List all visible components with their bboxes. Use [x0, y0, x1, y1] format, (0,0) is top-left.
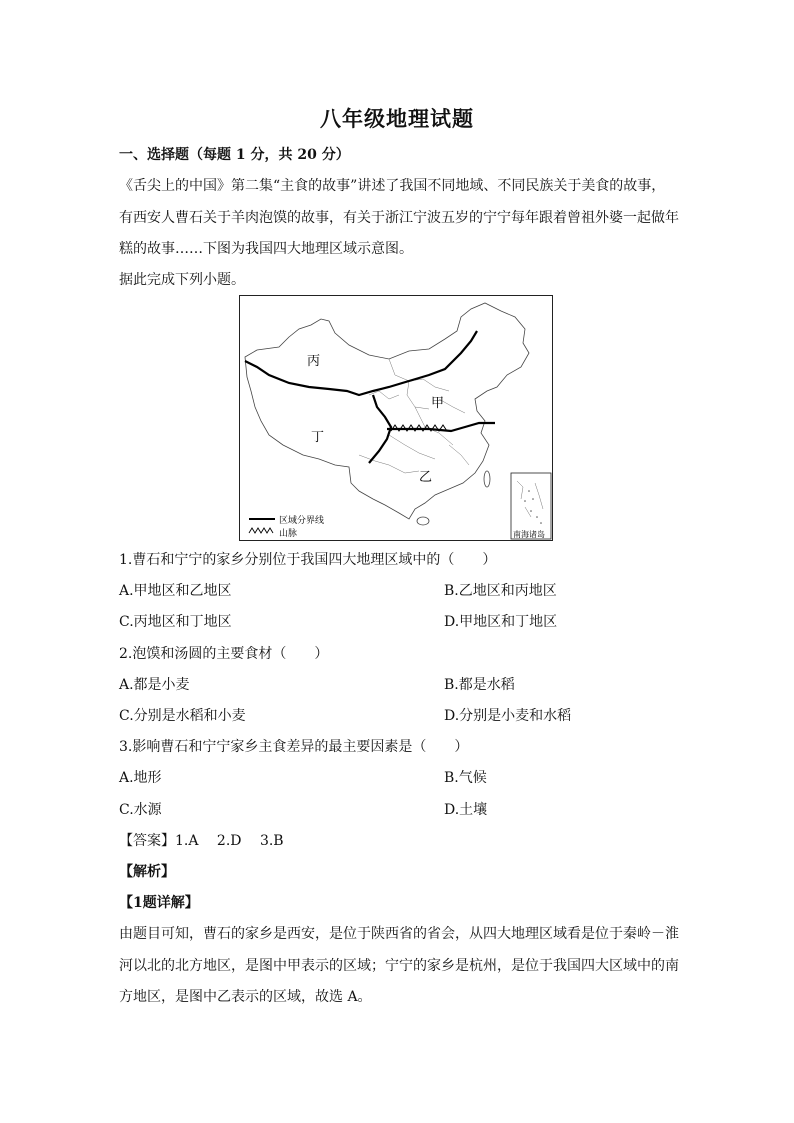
- option-a: A.地形: [119, 770, 162, 786]
- region-label-ding: 丁: [311, 430, 325, 445]
- option-d: D.土壤: [444, 802, 488, 818]
- option-c: C.分别是水稻和小麦: [119, 708, 246, 724]
- question-stem: 1.曹石和宁宁的家乡分别位于我国四大地理区域中的（ ）: [119, 552, 497, 568]
- detail-line: 方地区，是图中乙表示的区域，故选 A。: [119, 989, 372, 1005]
- option-d: D.分别是小麦和水稻: [444, 708, 572, 724]
- intro-instruction: 据此完成下列小题。: [119, 272, 245, 288]
- option-b: B.气候: [444, 770, 487, 786]
- option-a: A.都是小麦: [119, 677, 190, 693]
- region-label-yi: 乙: [419, 470, 433, 485]
- legend-boundary-label: 区域分界线: [279, 516, 325, 526]
- intro-line: 糕的故事……下图为我国四大地理区域示意图。: [119, 241, 413, 257]
- option-c: C.水源: [119, 802, 162, 818]
- answer-line: 【答案】1.A 2.D 3.B: [119, 833, 284, 849]
- region-label-bing: 丙: [307, 354, 321, 369]
- option-b: B.都是水稻: [444, 677, 515, 693]
- option-a: A.甲地区和乙地区: [119, 583, 232, 599]
- option-d: D.甲地区和丁地区: [444, 614, 558, 630]
- region-label-jia: 甲: [431, 396, 445, 411]
- detail-line: 河以北的北方地区，是图中甲表示的区域；宁宁的家乡是杭州，是位于我国四大区域中的南: [119, 958, 679, 974]
- analysis-heading: 【解析】: [119, 864, 175, 880]
- intro-line: 有西安人曹石关于羊肉泡馍的故事，有关于浙江宁波五岁的宁宁每年跟着曾祖外婆一起做年: [119, 210, 679, 226]
- inset-label: 南海诸岛: [513, 530, 545, 539]
- legend-mountain-label: 山脉: [279, 529, 298, 539]
- option-c: C.丙地区和丁地区: [119, 614, 232, 630]
- section-heading: 一、选择题（每题 1 分，共 20 分）: [119, 147, 350, 163]
- detail-heading: 【1题详解】: [119, 895, 199, 911]
- page-title: 八年级地理试题: [320, 106, 474, 131]
- question-stem: 3.影响曹石和宁宁家乡主食差异的最主要因素是（ ）: [119, 739, 469, 755]
- detail-line: 由题目可知，曹石的家乡是西安，是位于陕西省的省会，从四大地理区域看是位于秦岭－淮: [119, 926, 679, 942]
- option-b: B.乙地区和丙地区: [444, 583, 557, 599]
- question-stem: 2.泡馍和汤圆的主要食材（ ）: [119, 646, 329, 662]
- intro-line: 《舌尖上的中国》第二集“主食的故事”讲述了我国不同地域、不同民族关于美食的故事，: [119, 178, 666, 194]
- china-regions-map: [239, 295, 553, 541]
